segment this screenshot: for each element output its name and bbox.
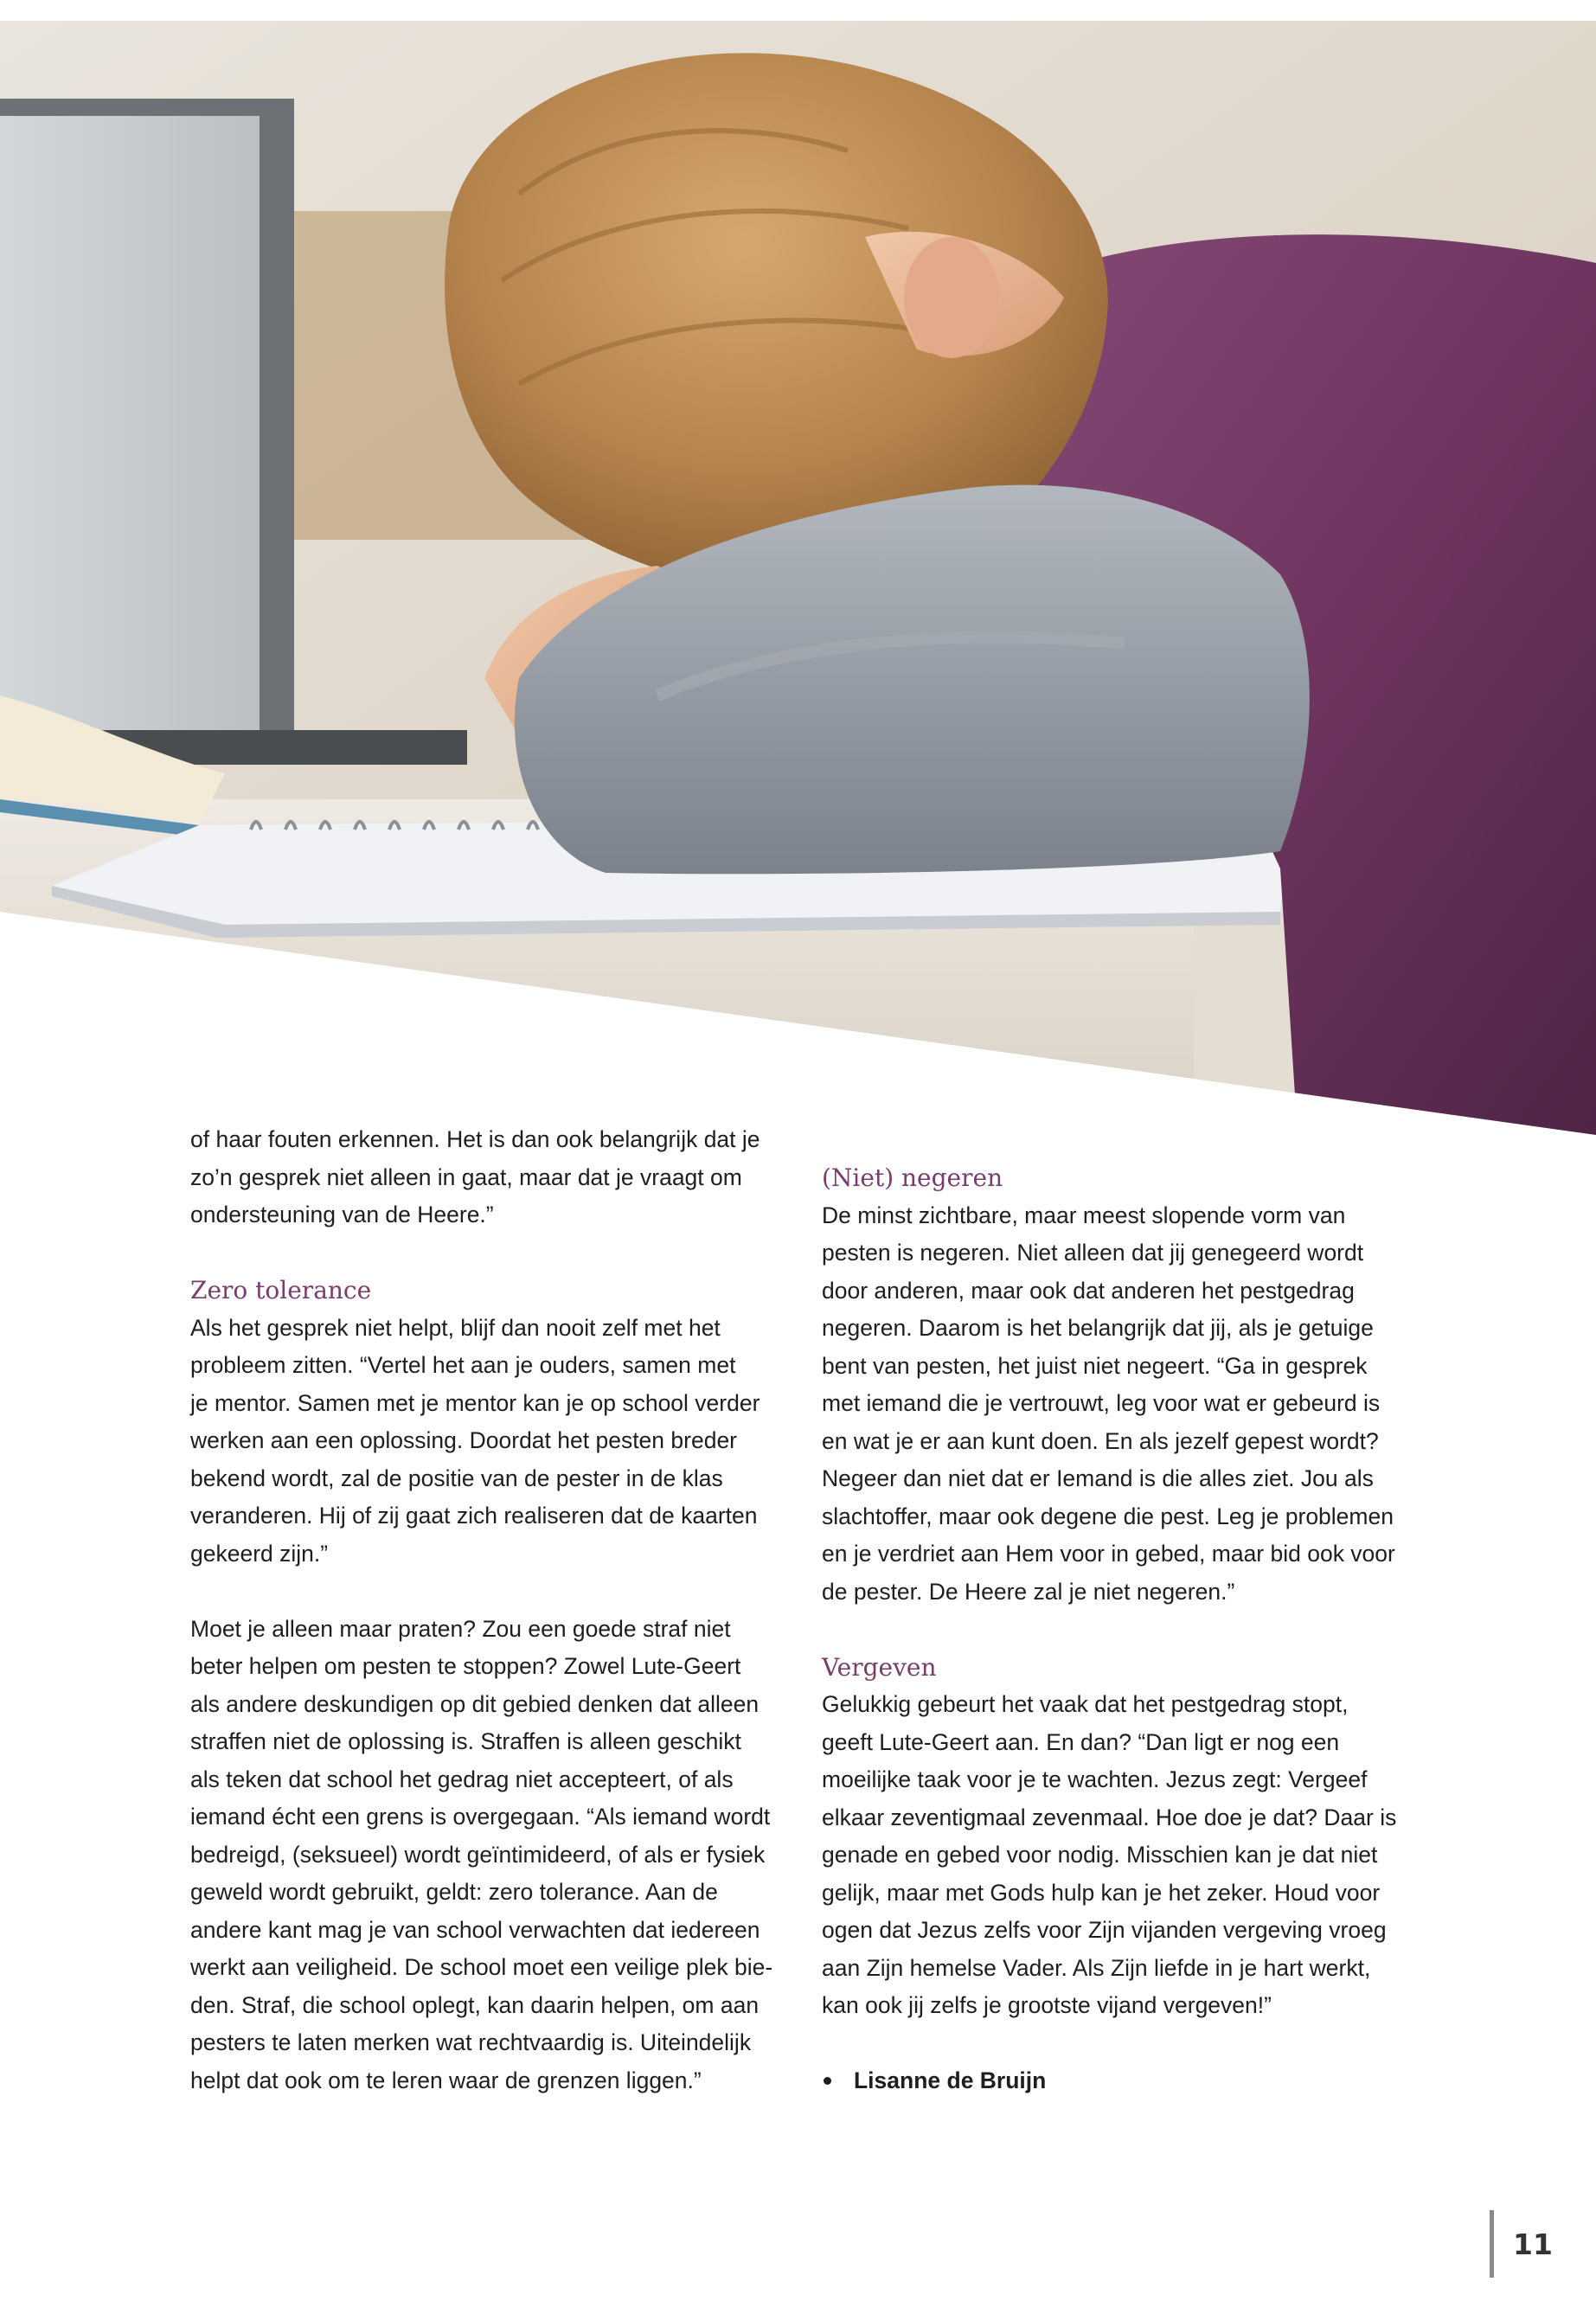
paragraph-vergeven: Gelukkig gebeurt het vaak dat het pestgedrag stopt, geeft Lute-Geert aan. En dan? “Dan ligt er nog een moeilijke taak voor je te wachten. Jezus zegt: Vergeef elkaar zeventigmaal zevenmaal. Hoe doe je dat? Daar is genade en gebed voor nodig. Misschien kan je dat niet gelijk, maar met Gods hulp kan je het zeker. Houd voor ogen dat Jezus zelfs voor Zijn vijanden vergeving vroeg aan Zijn hemelse Vader. Als Zijn liefde in je hart werkt, kan ook jij zelfs je grootste vijand vergeven!”: [822, 1691, 1397, 2018]
heading-vergeven: Vergeven: [822, 1652, 937, 1682]
heading-niet-negeren: (Niet) negeren: [822, 1163, 1003, 1192]
heading-zero-tolerance: Zero tolerance: [190, 1276, 372, 1304]
page-number-area: [1490, 2210, 1553, 2278]
page-number: 11: [1513, 2227, 1553, 2261]
paragraph-punishment: Moet je alleen maar praten? Zou een goede straf niet beter helpen om pesten te stoppen? Zowel Lute-Geert als andere deskundigen op dit gebied denken dat alleen straffen niet de oplossing is. Straffen is alleen geschikt als teken dat school het gedrag niet accepteert, of als iemand écht een grens is overgegaan. “Als iemand wordt bedreigd, (seksueel) wordt geïntimideerd, of als er fysiek geweld wordt gebruikt, geldt: zero tolerance. Aan de andere kant mag je van school verwachten dat iedereen werkt aan veiligheid. De school moet een veilige plek bie- den. Straf, die school oplegt, kan daarin helpen, om aan pesters te laten merken wat rechtvaardig is. Uiteindelijk helpt dat ook om te leren waar de grenzen liggen.”: [190, 1615, 773, 2093]
author-name: Lisanne de Bruijn: [854, 2067, 1047, 2093]
page-number-rule: [1490, 2210, 1494, 2278]
article-photo: [0, 21, 1596, 1135]
author-byline: [822, 2062, 1419, 2100]
right-column: [822, 1159, 1419, 2100]
paragraph-negeren: De minst zichtbare, maar meest slopende vorm van pesten is negeren. Niet alleen dat jij genegeerd wordt door anderen, maar ook dat anderen het pestgedrag negeren. Daarom is het belangrijk dat jij, als je getuige bent van pesten, het juist niet negeert. “Ga in gesprek met iemand die je vertrouwt, leg voor wat er gebeurd is en wat je er aan kunt doen. En als jezelf gepest wordt? Negeer dan niet dat er Iemand is die alles ziet. Jou als slachtoffer, maar ook degene die pest. Leg je problemen en je verdriet aan Hem voor in gebed, maar bid ook voor de pester. De Heere zal je niet negeren.”: [822, 1202, 1395, 1605]
left-column: [190, 1121, 787, 2099]
paragraph-intro-continued: of haar fouten erkennen. Het is dan ook belangrijk dat je zo’n gesprek niet alleen in gaat, maar dat je vraagt om ondersteuning van de Heere.”: [190, 1126, 760, 1227]
bullet-icon: [824, 2077, 831, 2085]
paragraph-zero-tolerance: Als het gesprek niet helpt, blijf dan nooit zelf met het probleem zitten. “Vertel het aan je ouders, samen met je mentor. Samen met je mentor kan je op school verder werken aan een oplossing. Doordat het pesten breder bekend wordt, zal de positie van de pester in de klas veranderen. Hij of zij gaat zich realiseren dat de kaarten gekeerd zijn.”: [190, 1314, 760, 1567]
